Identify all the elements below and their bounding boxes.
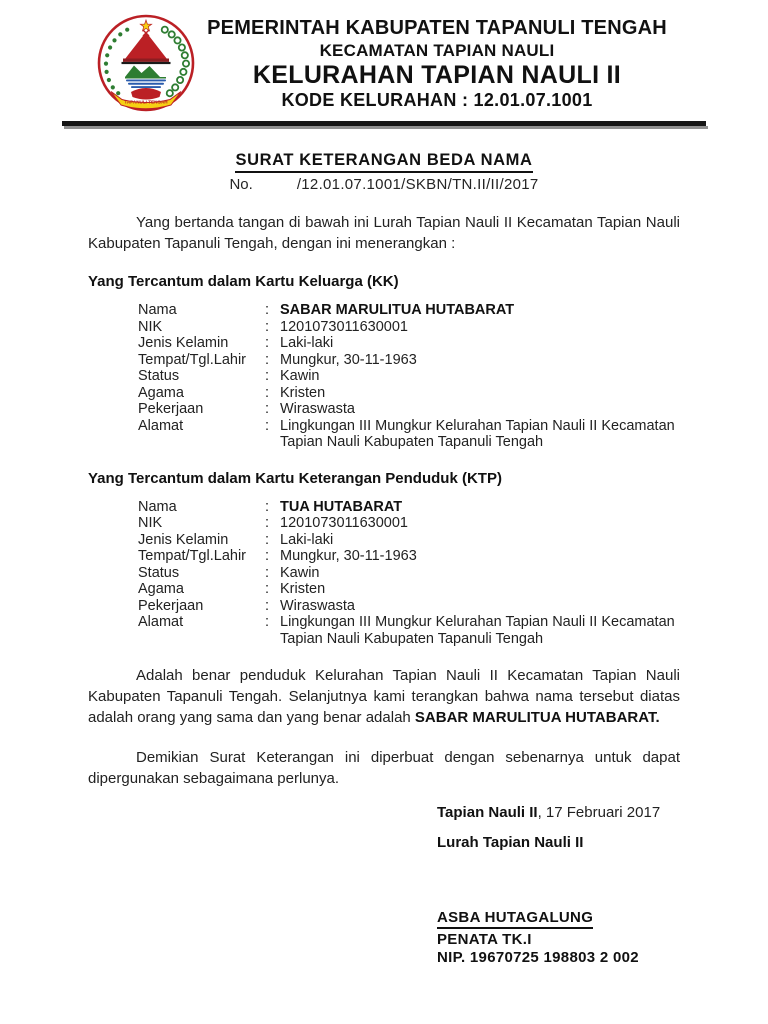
signature-block [437, 804, 680, 966]
kk-row-pekerjaan [138, 401, 680, 418]
crest-logo-graphic [96, 13, 196, 113]
signer-nip: NIP. 19670725 198803 2 002 [437, 949, 639, 966]
colon-separator: : [265, 318, 270, 335]
field-label: Nama [138, 498, 177, 515]
field-value: Wiraswasta [280, 597, 355, 614]
ktp-row-tempat-tgl-lahir [138, 548, 680, 565]
colon-separator: : [265, 581, 270, 597]
village-code: KODE KELURAHAN : 12.01.07.1001 [281, 89, 593, 110]
field-value: 1201073011630001 [280, 515, 408, 531]
field-label: Agama [138, 581, 184, 597]
field-label: Tempat/Tgl.Lahir [138, 548, 246, 564]
colon-separator: : [265, 498, 270, 515]
field-value: Wiraswasta [280, 401, 355, 417]
kk-row-alamat [138, 418, 680, 451]
ktp-row-nama [138, 499, 680, 516]
kk-row-nik [138, 319, 680, 336]
field-label: Status [138, 368, 180, 384]
field-label: Status [138, 564, 180, 581]
closing-paragraph-text: Adalah benar penduduk Kelurahan Tapian Nauli II Kecamatan Tapian Nauli Kabupaten Tapanuli Tengah. Selanjutnya kami terangkan bahwa nama tersebut diatas adalah orang yang sama dan yang benar adalah [88, 667, 680, 726]
document-number-line [88, 176, 680, 193]
place-date-line [437, 804, 680, 821]
field-label: Tempat/Tgl.Lahir [138, 351, 246, 368]
opening-paragraph: Yang bertanda tangan di bawah ini Lurah Tapian Nauli II Kecamatan Tapian Nauli Kabupaten Tapanuli Tengah, dengan ini menerangkan : [88, 214, 680, 252]
ribbon-banner-text: TAPANULI TENGAH [124, 99, 168, 105]
colon-separator: : [265, 401, 270, 417]
signer-name: ASBA HUTAGALUNG [437, 909, 593, 929]
colon-separator: : [265, 597, 270, 614]
colon-separator: : [265, 302, 270, 318]
letterhead-divider-shadow [64, 126, 708, 129]
field-label: Alamat [138, 417, 184, 434]
field-value: Lingkungan III Mungkur Kelurahan Tapian Nauli II Kecamatan Tapian Nauli Kabupaten Tapanuli Tengah [280, 417, 675, 450]
final-paragraph: Demikian Surat Keterangan ini diperbuat dengan sebenarnya untuk dapat dipergunakan sebagaimana perlunya. [88, 749, 680, 787]
field-value: Kristen [280, 581, 326, 597]
field-value: Lingkungan III Mungkur Kelurahan Tapian Nauli II Kecamatan Tapian Nauli Kabupaten Tapanuli Tengah [280, 614, 675, 647]
correct-name-bold: SABAR MARULITUA HUTABARAT. [414, 709, 660, 726]
field-value: TUA HUTABARAT [280, 498, 403, 515]
field-value: Laki-laki [280, 335, 334, 351]
ktp-row-nik [138, 515, 680, 532]
water-waves-icon [126, 80, 166, 89]
kk-section-heading: Yang Tercantum dalam Kartu Keluarga (KK) [88, 273, 399, 290]
document-title [88, 151, 680, 173]
ktp-section-heading: Yang Tercantum dalam Kartu Keterangan Penduduk (KTP) [88, 469, 502, 487]
field-label: Nama [138, 302, 177, 318]
field-label: Pekerjaan [138, 597, 204, 614]
colon-separator: : [265, 515, 270, 531]
field-value: 1201073011630001 [280, 318, 408, 335]
kk-data-block [138, 302, 680, 451]
signature-date: , 17 Februari 2017 [537, 804, 661, 821]
colon-separator: : [265, 531, 270, 548]
colon-separator: : [265, 564, 270, 581]
letterhead-text [196, 16, 706, 111]
field-label: Jenis Kelamin [138, 335, 229, 351]
field-value: Kawin [280, 368, 320, 384]
ktp-row-status [138, 565, 680, 582]
field-value: SABAR MARULITUA HUTABARAT [280, 302, 515, 318]
field-label: Alamat [138, 614, 184, 630]
field-label: Agama [138, 384, 184, 401]
field-label: Jenis Kelamin [138, 531, 229, 548]
letterhead [0, 0, 768, 120]
kk-row-agama [138, 385, 680, 402]
colon-separator: : [265, 417, 270, 434]
closing-paragraph [88, 665, 680, 728]
colon-separator: : [265, 548, 270, 564]
field-label: Pekerjaan [138, 401, 204, 417]
field-label: NIK [138, 318, 163, 335]
field-value: Mungkur, 30-11-1963 [280, 548, 417, 564]
government-name: PEMERINTAH KABUPATEN TAPANULI TENGAH [207, 16, 667, 39]
tapanuli-tengah-crest-logo [96, 13, 196, 113]
ktp-row-jenis-kelamin [138, 532, 680, 549]
ktp-data-block [138, 499, 680, 648]
number-value: /12.01.07.1001/SKBN/TN.II/II/2017 [296, 176, 539, 193]
kk-row-nama [138, 302, 680, 319]
signature-place: Tapian Nauli II [437, 804, 538, 821]
colon-separator: : [265, 335, 270, 351]
colon-separator: : [265, 384, 270, 401]
kk-row-tempat-tgl-lahir [138, 352, 680, 369]
field-value: Laki-laki [280, 531, 334, 548]
signer-rank: PENATA TK.I [437, 931, 532, 948]
colon-separator: : [265, 368, 270, 384]
field-value: Mungkur, 30-11-1963 [280, 351, 417, 368]
district-name: KECAMATAN TAPIAN NAULI [319, 40, 555, 60]
field-value: Kristen [280, 384, 326, 401]
kk-row-status [138, 368, 680, 385]
colon-separator: : [265, 351, 270, 368]
ktp-row-alamat [138, 614, 680, 647]
field-value: Kawin [280, 564, 320, 581]
ktp-row-pekerjaan [138, 598, 680, 615]
number-label: No. [229, 176, 253, 193]
colon-separator: : [265, 614, 270, 630]
kk-row-jenis-kelamin [138, 335, 680, 352]
letter-body [88, 151, 680, 966]
village-name: KELURAHAN TAPIAN NAULI II [252, 60, 622, 89]
signer-role: Lurah Tapian Nauli II [437, 834, 584, 851]
ktp-row-agama [138, 581, 680, 598]
document-title-text: SURAT KETERANGAN BEDA NAMA [235, 151, 532, 173]
field-label: NIK [138, 515, 163, 531]
